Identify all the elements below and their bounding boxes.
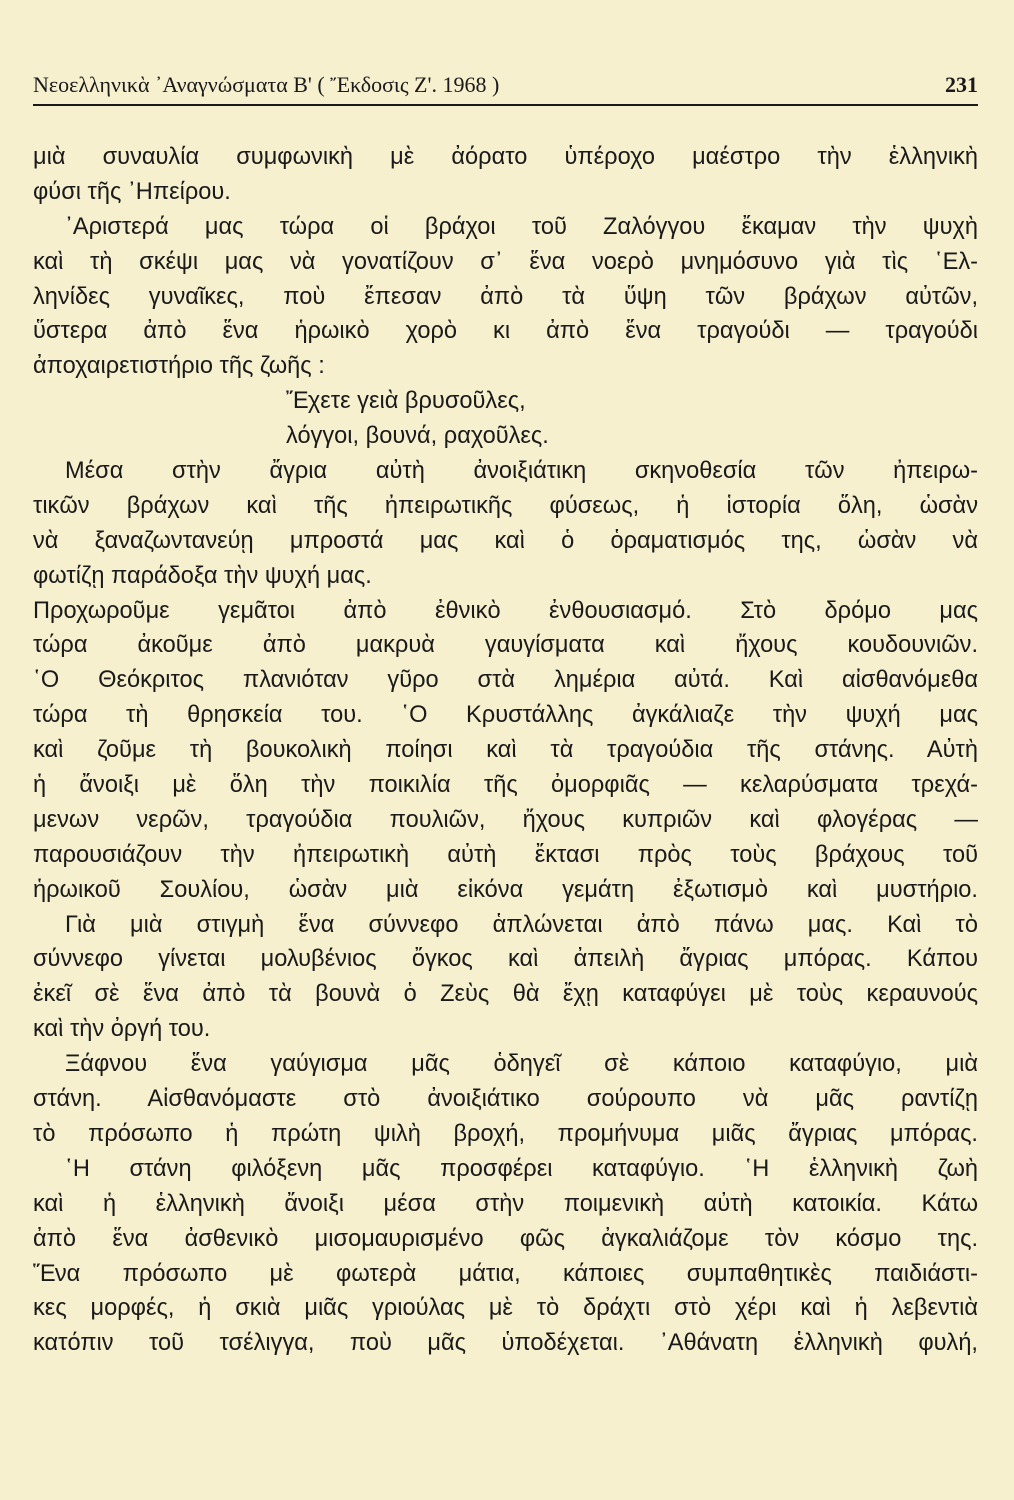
text-line: τώρα ἀκοῦμε ἀπὸ μακρυὰ γαυγίσματα καὶ ἤχους κουδουνιῶν. [33,632,978,659]
text-line: Μέσα στὴν ἄγρια αὐτὴ ἀνοιξιάτικη σκηνοθεσία τῶν ἠπειρω- [65,458,978,485]
text-line: καὶ ἡ ἑλληνικὴ ἄνοιξι μέσα στὴν ποιμενικὴ αὐτὴ κατοικία. Κάτω [33,1190,978,1217]
text-line: μενων νερῶν, τραγούδια πουλιῶν, ἤχους κυπριῶν καὶ φλογέρας — [33,806,978,833]
text-line: φύσι τῆς ᾿Ηπείρου. [33,178,231,205]
text-line: Προχωροῦμε γεμᾶτοι ἀπὸ ἐθνικὸ ἐνθουσιασμό. Στὸ δρόμο μας [33,597,978,624]
text-line: ῾Η στάνη φιλόξενη μᾶς προσφέρει καταφύγιο. ῾Η ἑλληνικὴ ζωὴ [65,1155,978,1182]
running-header [33,72,978,106]
text-line: ληνίδες γυναῖκες, ποὺ ἔπεσαν ἀπὸ τὰ ὕψη τῶν βράχων αὐτῶν, [33,283,978,310]
text-line: τικῶν βράχων καὶ τῆς ἠπειρωτικῆς φύσεως, ἡ ἱστορία ὅλη, ὡσὰν [33,492,978,519]
text-line: ἀπὸ ἕνα ἀσθενικὸ μισομαυρισμένο φῶς ἀγκαλιάζομε τὸν κόσμο της. [33,1225,978,1252]
text-line: ᾿Αριστερά μας τώρα οἱ βράχοι τοῦ Ζαλόγγου ἔκαμαν τὴν ψυχὴ [65,213,978,240]
text-line: κες μορφές, ἡ σκιὰ μιᾶς γριούλας μὲ τὸ δράχτι στὸ χέρι καὶ ἡ λεβεντιὰ [33,1295,978,1322]
text-line: ἡρωικοῦ Σουλίου, ὡσὰν μιὰ εἰκόνα γεμάτη ἐξωτισμὸ καὶ μυστήριο. [33,876,978,903]
text-line: σύννεφο γίνεται μολυβένιος ὄγκος καὶ ἀπειλὴ ἄγριας μπόρας. Κάπου [33,946,978,973]
header-title: Νεοελληνικὰ ᾿Αναγνώσματα Β' ( Ἔκδοσις Ζ'. 1968 ) [33,72,500,97]
text-line: καὶ ζοῦμε τὴ βουκολικὴ ποίησι καὶ τὰ τραγούδια τῆς στάνης. Αὐτὴ [33,737,978,764]
text-line: τώρα τὴ θρησκεία του. ῾Ο Κρυστάλλης ἀγκάλιαζε τὴν ψυχή μας [33,702,978,729]
text-line: ἀποχαιρετιστήριο τῆς ζωῆς : [33,353,325,380]
text-line: φωτίζῃ παράδοξα τὴν ψυχή μας. [33,562,372,589]
verse-line: Ἔχετε γειὰ βρυσοῦλες, [286,388,526,415]
text-line: ἐκεῖ σὲ ἕνα ἀπὸ τὰ βουνὰ ὁ Ζεὺς θὰ ἔχῃ καταφύγει μὲ τοὺς κεραυνούς [33,981,978,1008]
page-number: 231 [945,72,978,97]
text-line: Γιὰ μιὰ στιγμὴ ἕνα σύννεφο ἁπλώνεται ἀπὸ πάνω μας. Καὶ τὸ [65,911,978,938]
text-line: ἡ ἄνοιξι μὲ ὅλη τὴν ποικιλία τῆς ὀμορφιᾶς — κελαρύσματα τρεχά- [33,772,978,799]
text-line: Ἕνα πρόσωπο μὲ φωτερὰ μάτια, κάποιες συμπαθητικὲς παιδιάστι- [33,1260,978,1287]
text-line: νὰ ξαναζωντανεύῃ μπροστά μας καὶ ὁ ὁραματισμός της, ὡσὰν νὰ [33,527,978,554]
text-line: τὸ πρόσωπο ἡ πρώτη ψιλὴ βροχή, προμήνυμα μιᾶς ἄγριας μπόρας. [33,1120,978,1147]
text-line: στάνη. Αἰσθανόμαστε στὸ ἀνοιξιάτικο σούρουπο νὰ μᾶς ραντίζῃ [33,1086,978,1113]
body-text [33,140,978,1361]
text-line: ὕστερα ἀπὸ ἕνα ἡρωικὸ χορὸ κι ἀπὸ ἕνα τραγούδι — τραγούδι [33,318,978,345]
text-line: Ξάφνου ἕνα γαύγισμα μᾶς ὁδηγεῖ σὲ κάποιο καταφύγιο, μιὰ [65,1051,978,1078]
text-line: καὶ τὴν ὀργή του. [33,1016,211,1043]
text-line: καὶ τὴ σκέψι μας νὰ γονατίζουν σ᾿ ἕνα νοερὸ μνημόσυνο γιὰ τὶς ῾Ελ- [33,248,978,275]
text-line: παρουσιάζουν τὴν ἠπειρωτικὴ αὐτὴ ἔκτασι πρὸς τοὺς βράχους τοῦ [33,841,978,868]
text-line: κατόπιν τοῦ τσέλιγγα, ποὺ μᾶς ὑποδέχεται. ᾿Αθάνατη ἑλληνικὴ φυλή, [33,1330,978,1357]
verse-line: λόγγοι, βουνά, ραχοῦλες. [286,423,549,450]
text-line: ῾Ο Θεόκριτος πλανιόταν γῦρο στὰ λημέρια αὐτά. Καὶ αἰσθανόμεθα [33,667,978,694]
text-line: μιὰ συναυλία συμφωνικὴ μὲ ἀόρατο ὑπέροχο μαέστρο τὴν ἑλληνικὴ [33,144,978,170]
